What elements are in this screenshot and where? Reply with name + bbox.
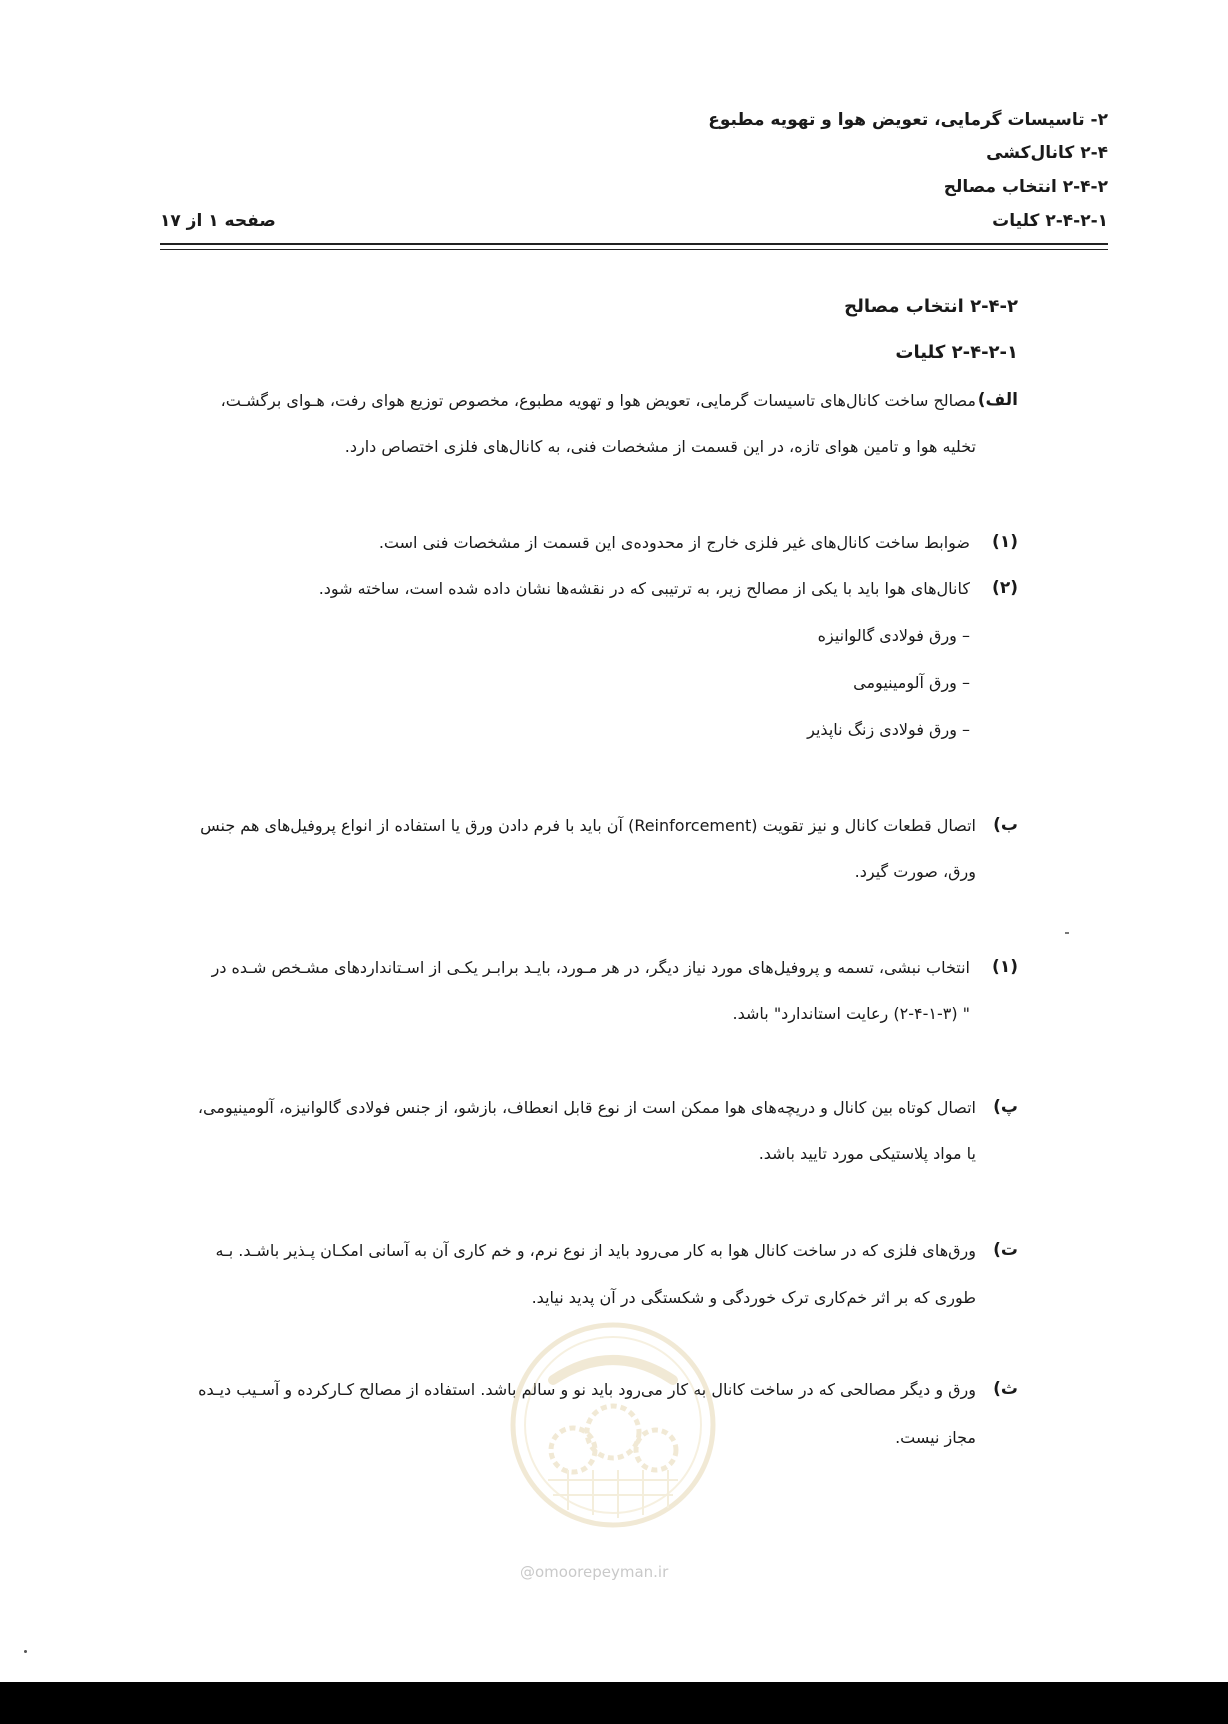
item-alef-label: الف)	[977, 390, 1018, 410]
item-be-line-1: اتصال قطعات کانال و نیز تقویت (Reinforcement) آن باید با فرم دادن ورق یا استفاده از انواع پروفیل‌های هم جنس	[200, 816, 976, 835]
header-rule-thick	[160, 243, 1108, 245]
bottom-black-bar	[0, 1682, 1228, 1724]
item-te-line-1: ورق‌های فلزی که در ساخت کانال هوا به کار می‌رود باید از نوع نرم، و خم کاری آن به آسانی امکـان پـذیر باشـد. بـه	[215, 1241, 976, 1260]
section-subtitle: ۲-۴-۲-۱ کلیات	[895, 342, 1018, 363]
item-alef-n1-label: (۱)	[992, 532, 1018, 552]
item-be-n1-label: (۱)	[992, 957, 1018, 977]
item-alef-line-2: تخلیه هوا و تامین هوای تازه، در این قسمت از مشخصات فنی، به کانال‌های فلزی اختصاص دارد.	[344, 437, 976, 456]
material-bullet-2: – ورق آلومینیومی	[853, 673, 970, 692]
header-line-1: ۲- تاسیسات گرمایی، تعویض هوا و تهویه مطبوع	[708, 110, 1108, 130]
item-be-line-2: ورق، صورت گیرد.	[854, 862, 976, 881]
section-title: ۲-۴-۲ انتخاب مصالح	[844, 296, 1018, 317]
item-se-line-1: ورق و دیگر مصالحی که در ساخت کانال به کار می‌رود باید نو و سالم باشد. استفاده از مصالح کـارکرده و آسـیب دیـده	[198, 1380, 976, 1399]
material-bullet-1: – ورق فولادی گالوانیزه	[817, 626, 970, 645]
item-pe-label: پ)	[993, 1097, 1018, 1117]
header-line-3: ۲-۴-۲ انتخاب مصالح	[943, 177, 1108, 197]
header-line-4: ۲-۴-۲-۱ کلیات	[992, 211, 1108, 231]
header-line-2: ۲-۴ کانال‌کشی	[986, 143, 1108, 163]
item-pe-line-2: یا مواد پلاستیکی مورد تایید باشد.	[758, 1144, 976, 1163]
header-rule-thin	[160, 249, 1108, 250]
item-alef-n2-label: (۲)	[992, 578, 1018, 598]
item-alef-n2-text: کانال‌های هوا باید با یکی از مصالح زیر، به ترتیبی که در نقشه‌ها نشان داده شده است، ساخته شود.	[318, 579, 970, 598]
item-alef-n1-text: ضوابط ساخت کانال‌های غیر فلزی خارج از محدوده‌ی این قسمت از مشخصات فنی است.	[378, 533, 970, 552]
watermark-text: @omoorepeyman.ir	[520, 1563, 669, 1581]
scan-speck	[24, 1650, 27, 1653]
margin-mark	[1065, 932, 1069, 934]
page-number: صفحه ۱ از ۱۷	[160, 211, 276, 231]
item-be-label: ب)	[993, 815, 1018, 835]
item-te-line-2: طوری که بر اثر خم‌کاری ترک خوردگی و شکستگی در آن پدید نیاید.	[531, 1288, 976, 1307]
item-te-label: ت)	[993, 1240, 1018, 1260]
item-pe-line-1: اتصال کوتاه بین کانال و دریچه‌های هوا ممکن است از نوع قابل انعطاف، بازشو، از جنس فولادی گالوانیزه، آلومینیومی،	[197, 1098, 976, 1117]
watermark-logo	[508, 1320, 718, 1530]
item-be-n1-line-1: انتخاب نبشی، تسمه و پروفیل‌های مورد نیاز دیگر، در هر مـورد، بایـد برابـر یکـی از اسـتانداردهای مشـخص شـده در	[211, 958, 970, 977]
item-be-n1-line-2: " (۲-۴-۱-۳) رعایت استاندارد" باشد.	[732, 1004, 970, 1023]
item-se-label: ث)	[993, 1379, 1018, 1399]
item-alef-line-1: مصالح ساخت کانال‌های تاسیسات گرمایی، تعویض هوا و تهویه مطبوع، مخصوص توزیع هوای رفت، هـوای برگشـت،	[220, 391, 976, 410]
material-bullet-3: – ورق فولادی زنگ ناپذیر	[807, 720, 970, 739]
item-se-line-2: مجاز نیست.	[895, 1428, 976, 1447]
